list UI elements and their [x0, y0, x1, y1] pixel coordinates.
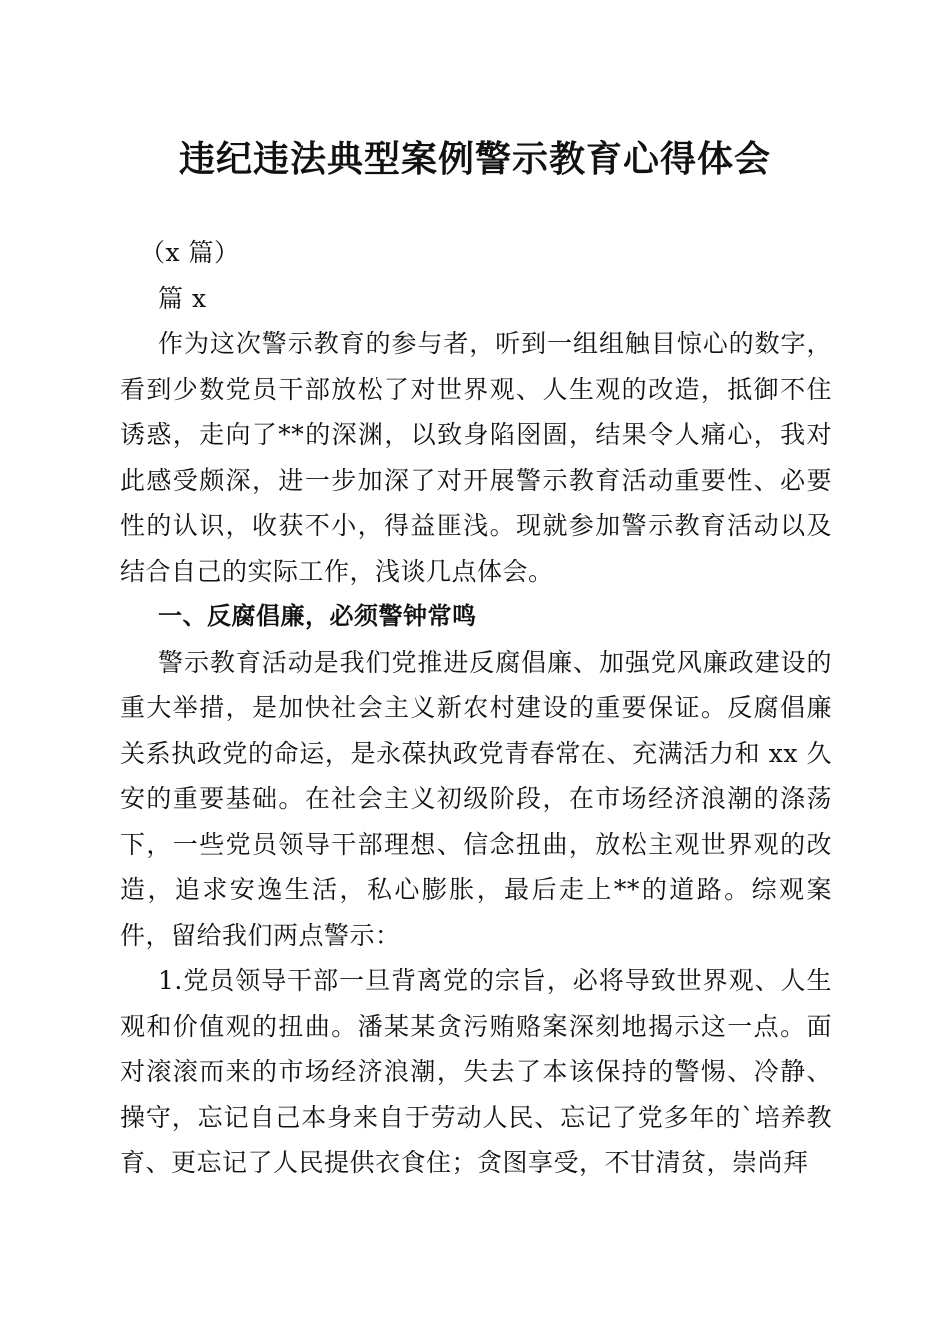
document-title: 违纪违法典型案例警示教育心得体会 [178, 139, 771, 180]
document-body [120, 230, 832, 1186]
document-subtitle: （x 篇） [140, 238, 240, 267]
body-paragraph: 警示教育活动是我们党推进反腐倡廉、加强党风廉政建设的重大举措，是加快社会主义新农村建设的重要保证。反腐倡廉关系执政党的命运，是永葆执政党青春常在、充满活力和 xx 久安的重要基础。在社会主义初级阶段，在市场经济浪潮的涤荡下，一些党员领导干部理想、信念扭曲，放松主观世界观的改造，追求安逸生活，私心膨胀，最后走上**的道路。综观案件，留给我们两点警示： [120, 647, 832, 950]
section-label: 篇 x [158, 283, 207, 313]
section-heading: 一、反腐倡廉，必须警钟常鸣 [158, 602, 477, 630]
intro-paragraph: 作为这次警示教育的参与者，听到一组组触目惊心的数字，看到少数党员干部放松了对世界观、人生观的改造，抵御不住诱惑，走向了**的深渊，以致身陷囹圄，结果令人痛心，我对此感受颇深，进一步加深了对开展警示教育活动重要性、必要性的认识，收获不小，得益匪浅。现就参加警示教育活动以及结合自己的实际工作，浅谈几点体会。 [120, 329, 832, 586]
body-paragraph-numbered: 1.党员领导干部一旦背离党的宗旨，必将导致世界观、人生观和价值观的扭曲。潘某某贪污贿赂案深刻地揭示这一点。面对滚滚而来的市场经济浪潮，失去了本该保持的警惕、冷静、操守，忘记自己本身来自于劳动人民、忘记了党多年的`培养教育、更忘记了人民提供衣食住；贪图享受，不甘清贫，崇尚拜 [120, 966, 832, 1177]
